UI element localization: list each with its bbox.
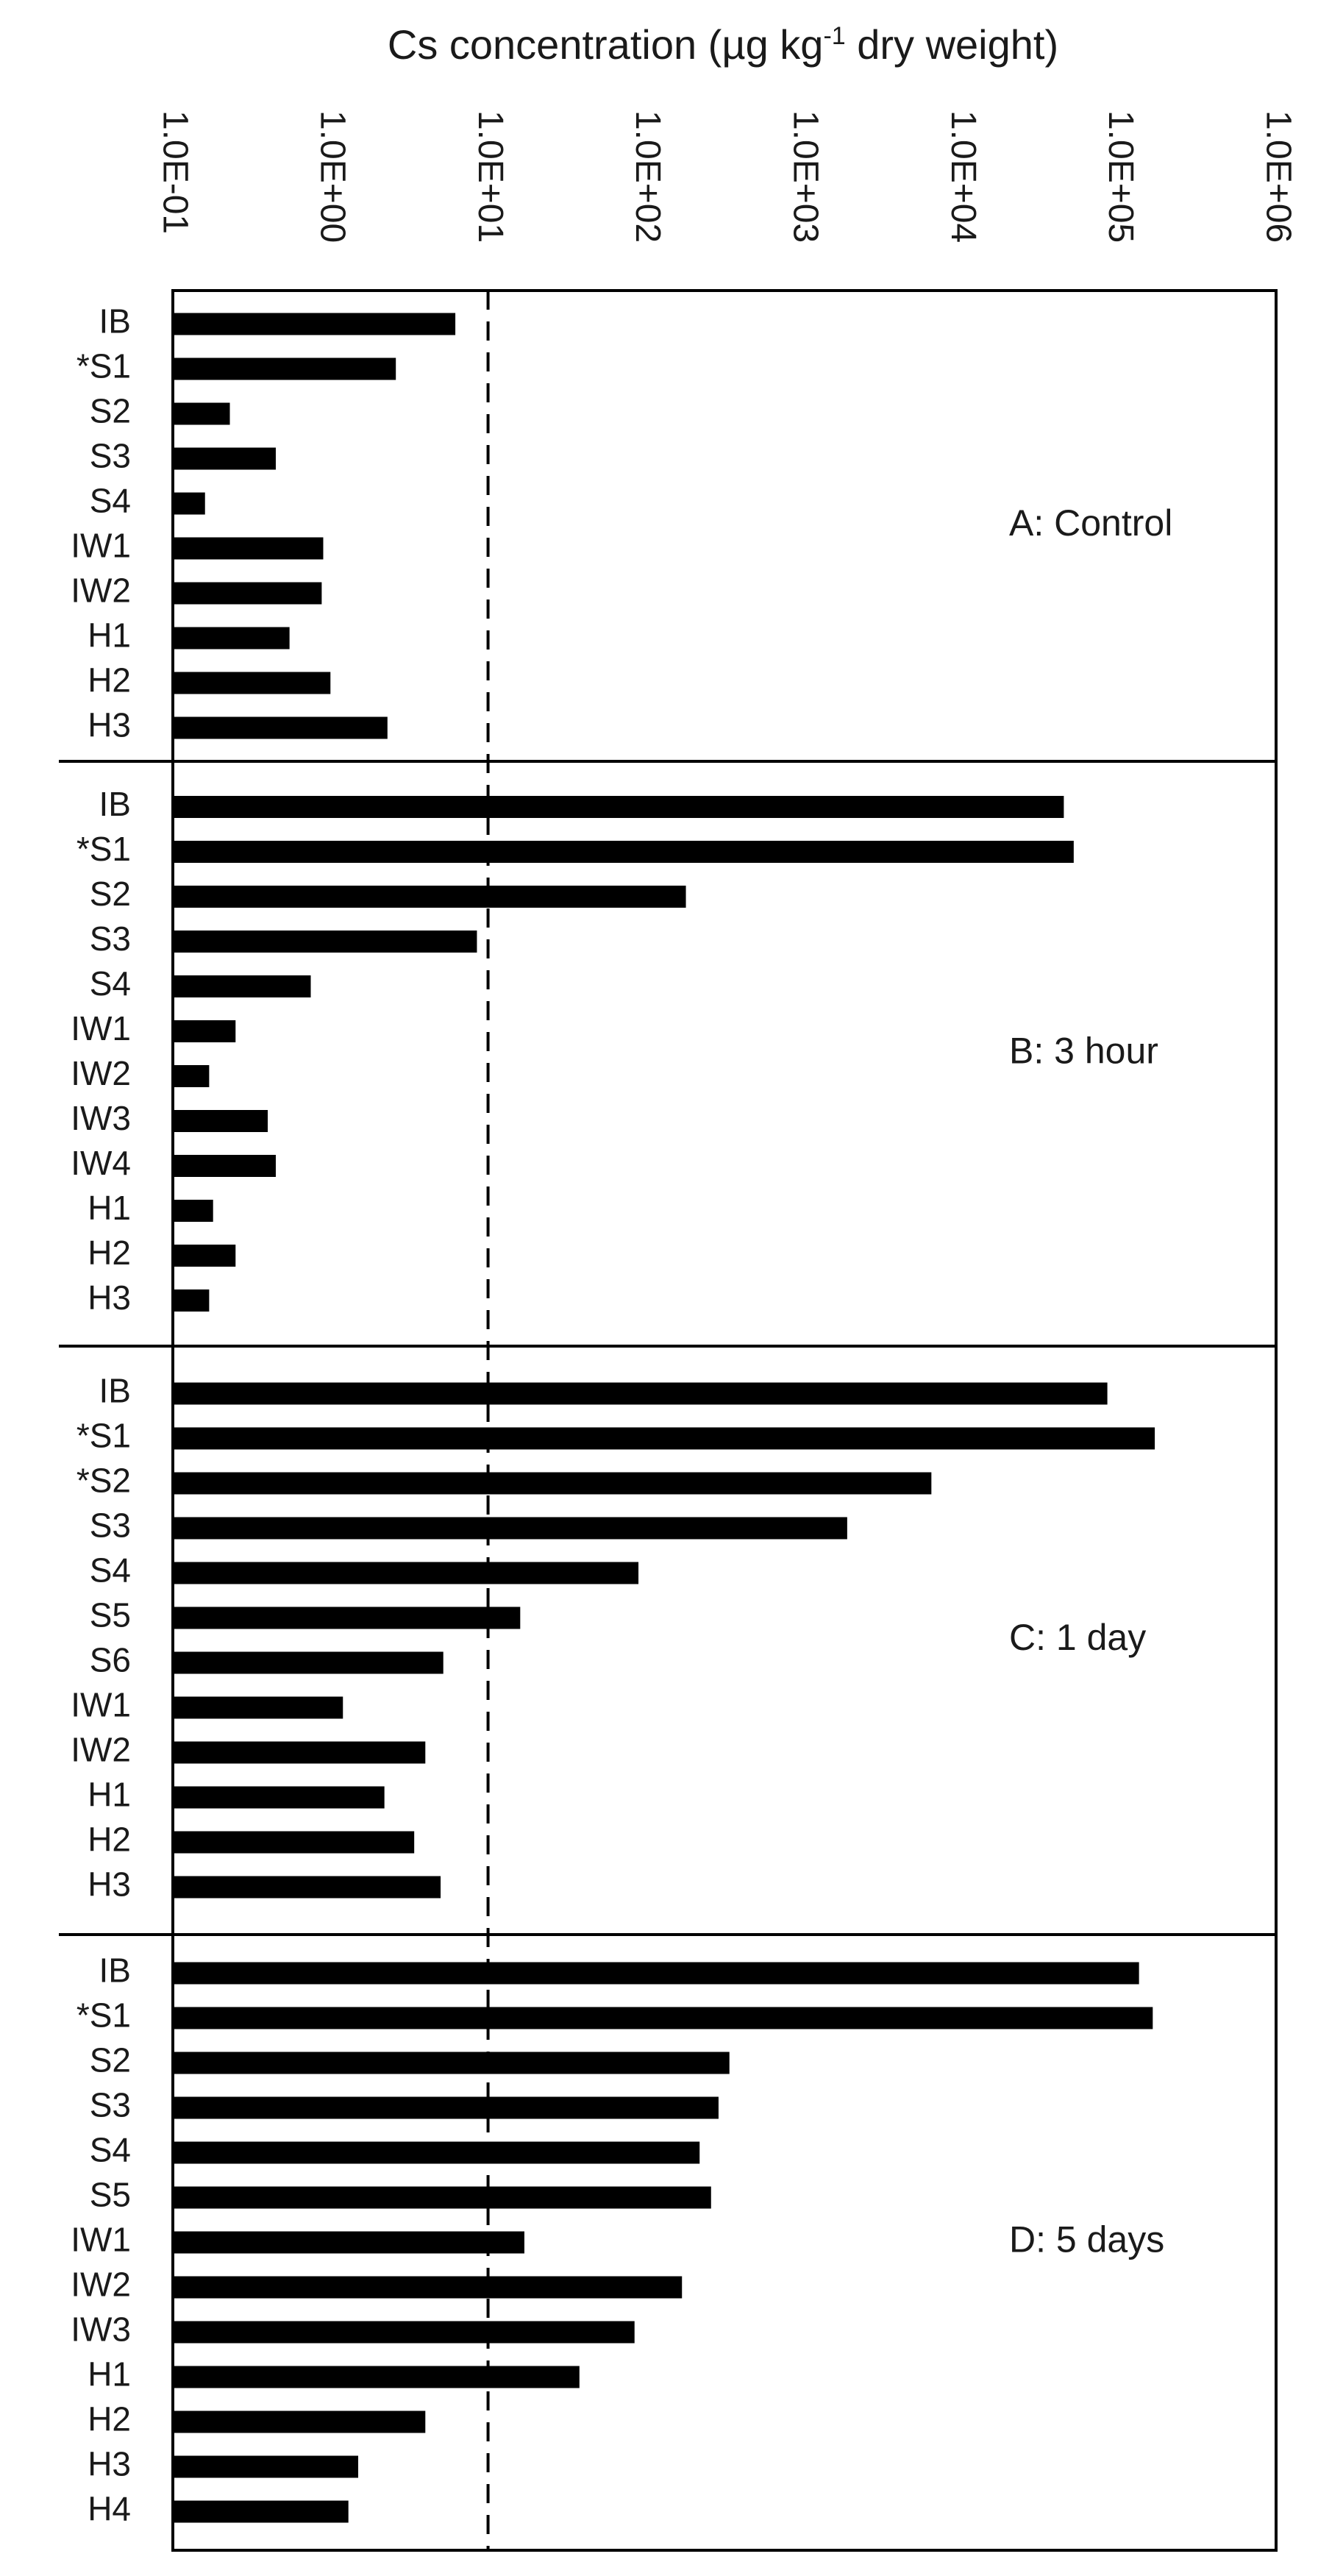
category-label: S3 bbox=[89, 436, 131, 475]
panel-label: D: 5 days bbox=[1009, 2219, 1165, 2260]
x-tick-label: 1.0E-01 bbox=[155, 110, 195, 235]
category-label: H3 bbox=[88, 1865, 131, 1904]
x-axis-ticks bbox=[155, 110, 1297, 243]
bar bbox=[173, 2411, 425, 2433]
x-tick-label: 1.0E+05 bbox=[1101, 110, 1141, 243]
category-label: IW1 bbox=[71, 2220, 131, 2259]
bar bbox=[173, 1428, 1155, 1450]
bar bbox=[173, 583, 321, 605]
category-label: H2 bbox=[88, 1234, 131, 1273]
bar bbox=[173, 2052, 730, 2074]
category-label: S5 bbox=[89, 1595, 131, 1634]
bar bbox=[173, 841, 1074, 863]
x-tick-label: 1.0E+02 bbox=[628, 110, 668, 243]
x-tick-label: 1.0E+00 bbox=[313, 110, 352, 243]
category-label: S4 bbox=[89, 1551, 131, 1590]
category-label: *S2 bbox=[76, 1461, 131, 1500]
category-label: IW2 bbox=[71, 2265, 131, 2304]
category-label: S3 bbox=[89, 1506, 131, 1545]
category-label: IW4 bbox=[71, 1144, 131, 1183]
bar bbox=[173, 2187, 711, 2209]
category-label: *S1 bbox=[76, 830, 131, 869]
category-label: IW1 bbox=[71, 1009, 131, 1048]
bar bbox=[173, 358, 396, 380]
bar bbox=[173, 2097, 719, 2119]
panel-label: B: 3 hour bbox=[1009, 1030, 1158, 1072]
bar bbox=[173, 1065, 209, 1087]
category-label: IW1 bbox=[71, 526, 131, 565]
category-label: S4 bbox=[89, 481, 131, 520]
category-label: S4 bbox=[89, 964, 131, 1003]
category-label: H1 bbox=[88, 1189, 131, 1228]
bar bbox=[173, 448, 276, 470]
x-axis-title: Cs concentration (µg $kg^{-1}$ dry weight) bbox=[387, 21, 1059, 68]
panels bbox=[59, 302, 1276, 2528]
category-label: *S1 bbox=[76, 346, 131, 385]
category-label: IW2 bbox=[71, 571, 131, 610]
bar bbox=[173, 2501, 349, 2523]
bar bbox=[173, 627, 290, 650]
bar bbox=[173, 2456, 358, 2478]
category-label: S2 bbox=[89, 2040, 131, 2079]
category-label: H3 bbox=[88, 705, 131, 744]
bar bbox=[173, 1473, 931, 1495]
category-label: H2 bbox=[88, 1820, 131, 1859]
panel bbox=[59, 1935, 1276, 2528]
bar bbox=[173, 2321, 635, 2344]
bar bbox=[173, 886, 686, 908]
category-label: H1 bbox=[88, 2355, 131, 2394]
panel-label: A: Control bbox=[1009, 502, 1173, 544]
bar bbox=[173, 1110, 268, 1132]
x-tick-label: 1.0E+01 bbox=[470, 110, 510, 243]
bar bbox=[173, 1518, 847, 1540]
panel bbox=[59, 1346, 1276, 1904]
category-label: H3 bbox=[88, 1278, 131, 1317]
bar bbox=[173, 313, 455, 335]
bar bbox=[173, 2007, 1153, 2029]
bar bbox=[173, 403, 230, 425]
category-label: IW3 bbox=[71, 1099, 131, 1138]
category-label: *S1 bbox=[76, 1996, 131, 2035]
bar bbox=[173, 1020, 235, 1042]
category-label: IB bbox=[99, 1951, 131, 1990]
bar bbox=[173, 2232, 524, 2254]
panel-label: C: 1 day bbox=[1009, 1617, 1147, 1659]
bar bbox=[173, 1876, 441, 1899]
bar bbox=[173, 2366, 580, 2388]
bar bbox=[173, 2277, 682, 2299]
x-tick-label: 1.0E+06 bbox=[1258, 110, 1298, 243]
category-label: IW1 bbox=[71, 1685, 131, 1724]
x-tick-label: 1.0E+03 bbox=[786, 110, 825, 243]
category-label: H3 bbox=[88, 2444, 131, 2483]
category-label: S3 bbox=[89, 2085, 131, 2124]
category-label: S4 bbox=[89, 2130, 131, 2169]
category-label: IB bbox=[99, 302, 131, 341]
bar bbox=[173, 1652, 444, 1674]
bar bbox=[173, 1562, 638, 1584]
bar bbox=[173, 1963, 1139, 1985]
category-label: *S1 bbox=[76, 1416, 131, 1455]
bar bbox=[173, 796, 1064, 818]
bar bbox=[173, 1742, 425, 1764]
category-label: H1 bbox=[88, 1775, 131, 1814]
bar bbox=[173, 672, 330, 694]
bar bbox=[173, 1200, 213, 1222]
category-label: S3 bbox=[89, 919, 131, 958]
bar bbox=[173, 1607, 520, 1629]
panel bbox=[71, 302, 1172, 744]
category-label: H2 bbox=[88, 2399, 131, 2438]
bar bbox=[173, 2142, 699, 2164]
category-label: IB bbox=[99, 1371, 131, 1410]
bar bbox=[173, 1697, 343, 1719]
bar bbox=[173, 493, 205, 515]
bar bbox=[173, 1787, 385, 1809]
panel bbox=[59, 761, 1276, 1317]
category-label: IW2 bbox=[71, 1054, 131, 1093]
category-label: S6 bbox=[89, 1640, 131, 1679]
category-label: S2 bbox=[89, 875, 131, 914]
bar bbox=[173, 538, 323, 560]
bar bbox=[173, 1289, 209, 1312]
category-label: IW2 bbox=[71, 1730, 131, 1769]
category-label: H1 bbox=[88, 616, 131, 655]
bar bbox=[173, 1245, 235, 1267]
category-label: H2 bbox=[88, 661, 131, 700]
bar bbox=[173, 717, 388, 739]
category-label: IB bbox=[99, 785, 131, 824]
bar bbox=[173, 975, 311, 997]
bar bbox=[173, 931, 477, 953]
category-label: S5 bbox=[89, 2175, 131, 2214]
bar bbox=[173, 1155, 276, 1177]
category-label: H4 bbox=[88, 2489, 131, 2528]
category-label: S2 bbox=[89, 391, 131, 430]
x-tick-label: 1.0E+04 bbox=[943, 110, 983, 243]
category-label: IW3 bbox=[71, 2310, 131, 2349]
bar bbox=[173, 1832, 414, 1854]
bar bbox=[173, 1383, 1108, 1405]
plot-frame bbox=[173, 291, 1276, 2550]
